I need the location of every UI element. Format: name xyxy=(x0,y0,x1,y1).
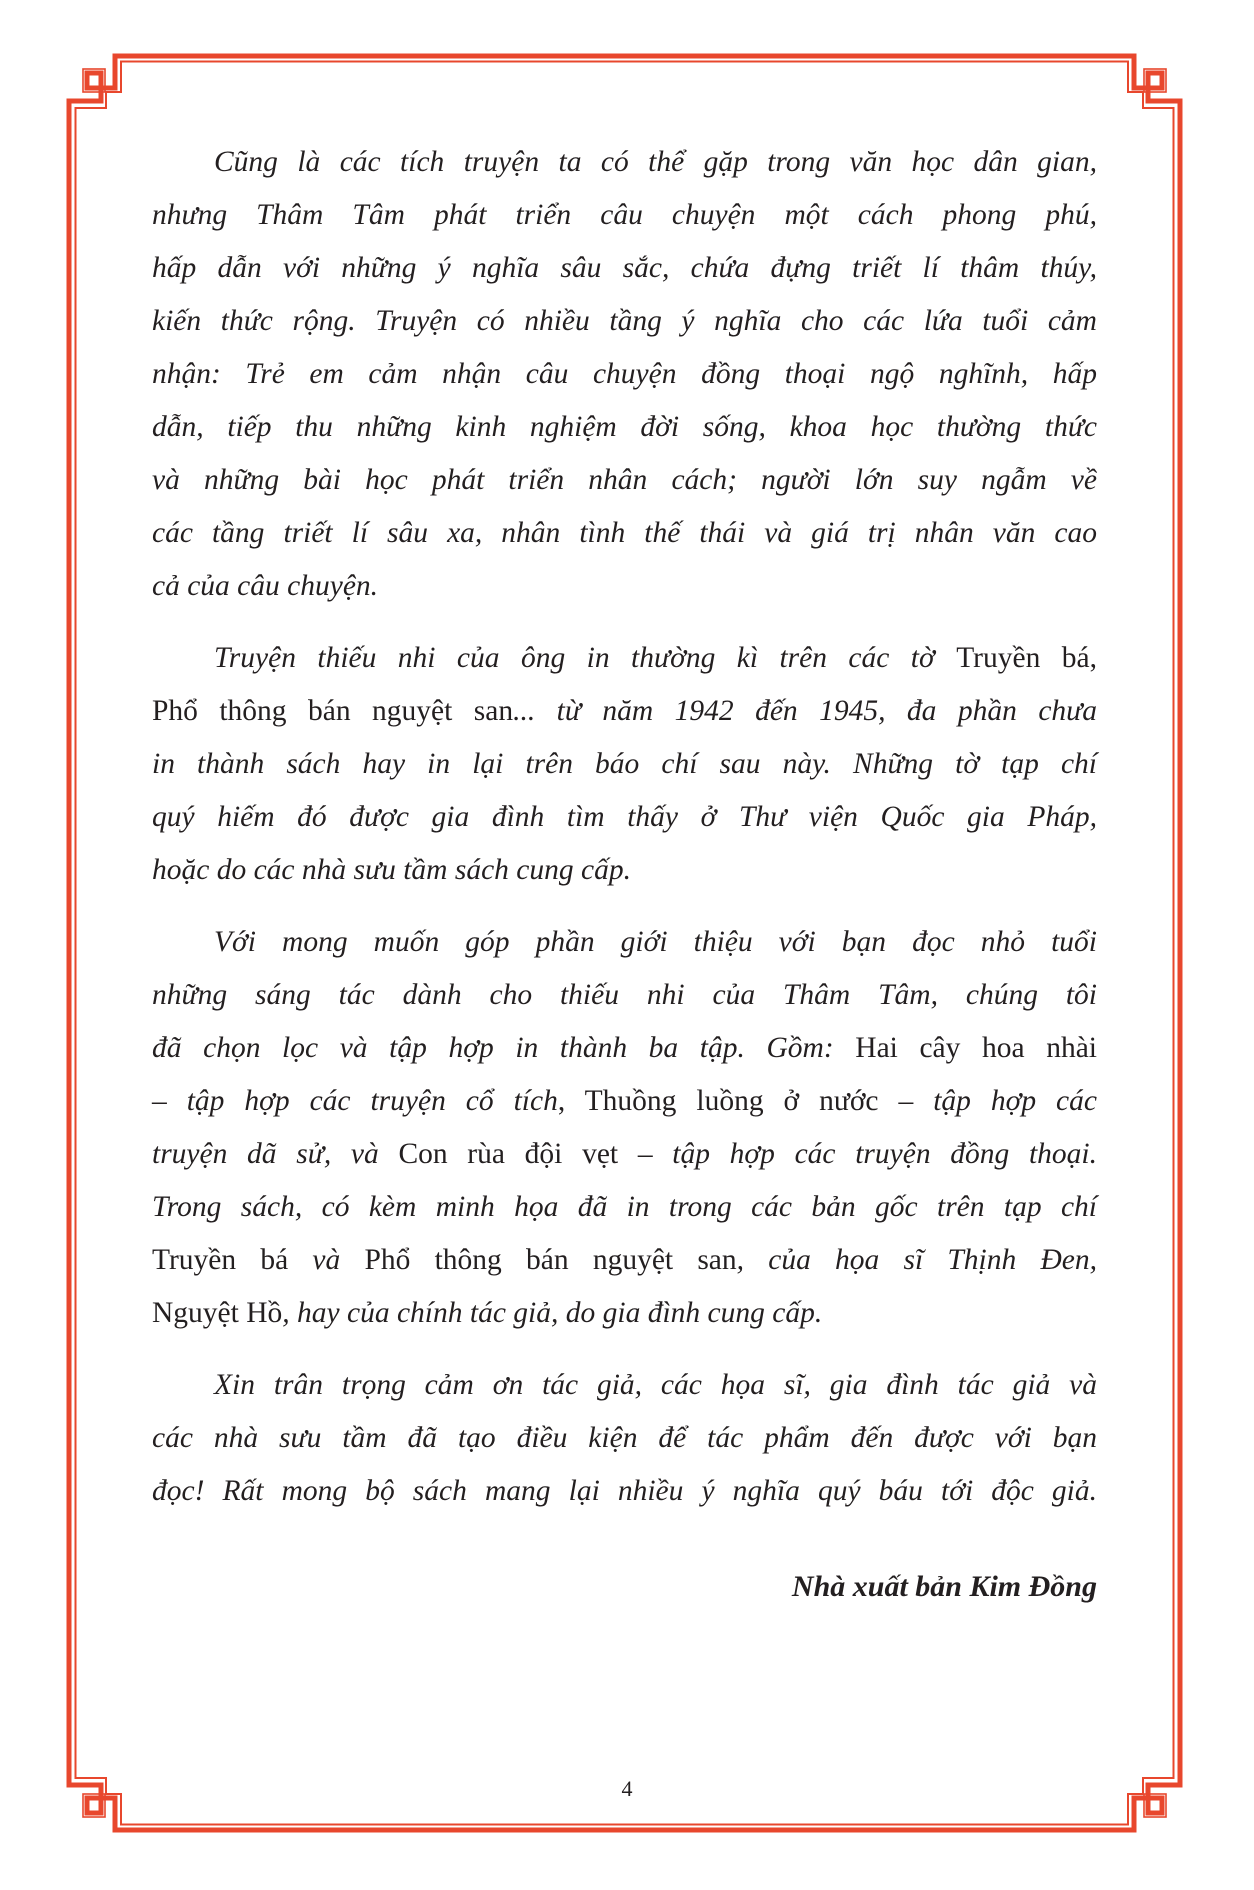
text-line xyxy=(152,1412,1097,1465)
title-text: Truyền bá xyxy=(152,1244,313,1276)
paragraph xyxy=(152,136,1097,613)
italic-text: đã chọn lọc và tập hợp in thành ba tập. Gồm: xyxy=(152,1032,856,1064)
italic-text: Trong sách, có kèm minh họa đã in trong các bản gốc trên tạp chí xyxy=(152,1191,1097,1223)
title-text: Phổ thông bán nguyệt san xyxy=(364,1244,737,1276)
title-text: Nguyệt Hồ xyxy=(152,1297,283,1329)
italic-text: cả của câu chuyện. xyxy=(152,570,379,602)
italic-text: dẫn, tiếp thu những kinh nghiệm đời sống, khoa học thường thức xyxy=(152,411,1097,443)
italic-text: quý hiếm đó được gia đình tìm thấy ở Thư viện Quốc gia Pháp, xyxy=(152,801,1097,833)
text-line xyxy=(152,791,1097,844)
text-line xyxy=(152,560,1097,613)
text-line xyxy=(152,401,1097,454)
italic-text: các tầng triết lí sâu xa, nhân tình thế thái và giá trị nhân văn cao xyxy=(152,517,1097,549)
italic-text: và những bài học phát triển nhân cách; người lớn suy ngẫm về xyxy=(152,464,1097,496)
italic-text: nhưng Thâm Tâm phát triển câu chuyện một cách phong phú, xyxy=(152,199,1097,231)
paragraph xyxy=(152,1359,1097,1518)
text-line xyxy=(152,1287,1097,1340)
paragraph xyxy=(152,632,1097,897)
italic-text: – tập hợp các truyện đồng thoại. xyxy=(637,1138,1097,1170)
italic-text: đọc! Rất mong bộ sách mang lại nhiều ý nghĩa quý báu tới độc giả. xyxy=(152,1475,1097,1507)
publisher-signature: Nhà xuất bản Kim Đồng xyxy=(791,1570,1097,1603)
italic-text: Xin trân trọng cảm ơn tác giả, các họa sĩ, gia đình tác giả và xyxy=(214,1369,1097,1401)
text-line xyxy=(152,1359,1097,1412)
italic-text: và xyxy=(312,1244,365,1276)
italic-text: hoặc do các nhà sưu tầm sách cung cấp. xyxy=(152,854,631,886)
italic-text: các nhà sưu tầm đã tạo điều kiện để tác phẩm đến được với bạn xyxy=(152,1422,1097,1454)
text-line xyxy=(152,136,1097,189)
title-text: , Thuồng luồng ở nước xyxy=(557,1085,899,1117)
italic-text: in thành sách hay in lại trên báo chí sau này. Những tờ tạp chí xyxy=(152,748,1097,780)
italic-text: , hay của chính tác giả, do gia đình cung cấp. xyxy=(282,1297,823,1329)
body-text xyxy=(152,136,1097,1537)
text-line xyxy=(152,454,1097,507)
text-line xyxy=(152,969,1097,1022)
text-line xyxy=(152,1181,1097,1234)
text-line xyxy=(152,1022,1097,1075)
text-line xyxy=(152,295,1097,348)
text-line xyxy=(152,844,1097,897)
italic-text: truyện dã sử, và xyxy=(152,1138,399,1170)
text-line xyxy=(152,632,1097,685)
italic-text: Truyện thiếu nhi của ông in thường kì trên các tờ xyxy=(214,642,957,674)
italic-text: ... từ năm 1942 đến 1945, đa phần chưa xyxy=(513,695,1098,727)
text-line xyxy=(152,242,1097,295)
title-text: Truyền bá, xyxy=(956,642,1097,674)
text-line xyxy=(152,1234,1097,1287)
text-line xyxy=(152,189,1097,242)
italic-text: nhận: Trẻ em cảm nhận câu chuyện đồng thoại ngộ nghĩnh, hấp xyxy=(152,358,1097,390)
italic-text: những sáng tác dành cho thiếu nhi của Thâm Tâm, chúng tôi xyxy=(152,979,1097,1011)
text-line xyxy=(152,1075,1097,1128)
paragraph xyxy=(152,916,1097,1340)
text-line xyxy=(152,685,1097,738)
italic-text: – tập hợp các xyxy=(898,1085,1097,1117)
text-line xyxy=(152,348,1097,401)
text-line xyxy=(152,1128,1097,1181)
italic-text: Cũng là các tích truyện ta có thể gặp trong văn học dân gian, xyxy=(214,146,1097,178)
italic-text: kiến thức rộng. Truyện có nhiều tầng ý nghĩa cho các lứa tuổi cảm xyxy=(152,305,1097,337)
text-line xyxy=(152,738,1097,791)
title-text: Hai cây hoa nhài xyxy=(855,1032,1098,1064)
page-number: 4 xyxy=(621,1776,633,1801)
title-text: Phổ thông bán nguyệt san xyxy=(152,695,514,727)
italic-text: – tập hợp các truyện cổ tích xyxy=(152,1085,558,1117)
title-text: Con rùa đội vẹt xyxy=(398,1138,638,1170)
italic-text: Với mong muốn góp phần giới thiệu với bạn đọc nhỏ tuổi xyxy=(214,926,1097,958)
text-line xyxy=(152,1465,1097,1518)
text-line xyxy=(152,507,1097,560)
italic-text: hấp dẫn với những ý nghĩa sâu sắc, chứa đựng triết lí thâm thúy, xyxy=(152,252,1097,284)
italic-text: , của họa sĩ Thịnh Đen, xyxy=(736,1244,1097,1276)
text-line xyxy=(152,916,1097,969)
